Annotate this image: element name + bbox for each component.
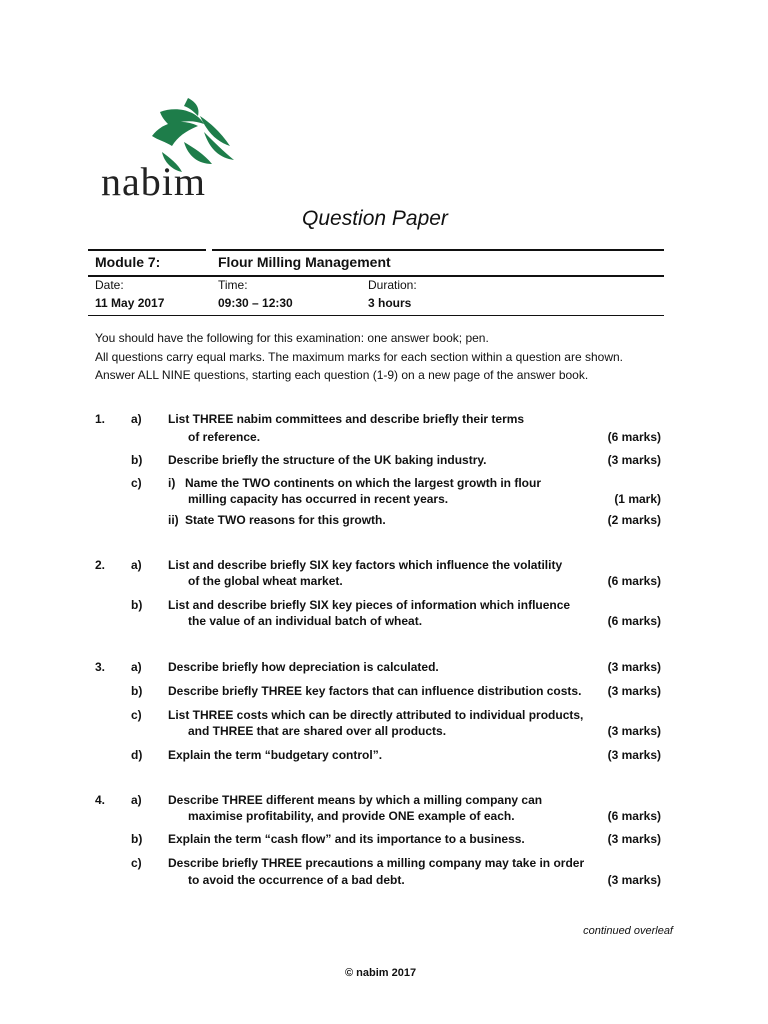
module-label: Module 7: (95, 254, 161, 270)
part-label: b) (131, 598, 143, 612)
part-text: List THREE nabim committees and describe briefly their terms (168, 412, 525, 426)
date-value: 11 May 2017 (95, 296, 165, 310)
part-text-cont: of reference. (188, 430, 261, 444)
instructions-line-2: All questions carry equal marks. The maximum marks for each section within a question are shown. (95, 350, 624, 364)
part-text-cont: and THREE that are shared over all products. (188, 724, 447, 738)
instructions-line-3: Answer ALL NINE questions, starting each question (1-9) on a new page of the answer book. (95, 368, 589, 382)
part-label: d) (131, 748, 143, 762)
copyright-footer: © nabim 2017 (345, 967, 417, 979)
duration-value: 3 hours (368, 296, 412, 310)
question-number: 3. (95, 660, 106, 674)
part-marks: (3 marks) (607, 660, 661, 674)
part-text: List and describe briefly SIX key pieces of information which influence (168, 598, 571, 612)
subpart-marks: (1 mark) (614, 492, 661, 506)
part-text: Describe briefly THREE key factors that can influence distribution costs. (168, 684, 582, 698)
subpart-text-cont: milling capacity has occurred in recent years. (188, 492, 449, 506)
subpart-label: ii) (168, 513, 179, 527)
part-text: Explain the term “cash flow” and its importance to a business. (168, 832, 525, 846)
part-label: b) (131, 453, 143, 467)
part-marks: (6 marks) (607, 574, 661, 588)
part-marks: (3 marks) (607, 748, 661, 762)
part-marks: (3 marks) (607, 873, 661, 887)
part-label: c) (131, 476, 142, 490)
time-label: Time: (218, 278, 248, 292)
part-marks: (3 marks) (607, 832, 661, 846)
part-text-cont: of the global wheat market. (188, 574, 343, 588)
question-number: 4. (95, 793, 106, 807)
part-marks: (6 marks) (607, 614, 661, 628)
header-rule-mid (88, 275, 664, 277)
part-label: b) (131, 684, 143, 698)
part-text-cont: the value of an individual batch of wheat. (188, 614, 423, 628)
part-label: c) (131, 856, 142, 870)
question-number: 2. (95, 558, 106, 572)
instructions-line-1: You should have the following for this examination: one answer book; pen. (95, 331, 489, 345)
part-label: a) (131, 558, 142, 572)
header-rule-left (88, 249, 206, 251)
part-label: a) (131, 660, 142, 674)
part-text: Describe briefly how depreciation is calculated. (168, 660, 439, 674)
part-text: List and describe briefly SIX key factors which influence the volatility (168, 558, 563, 572)
subpart-marks: (2 marks) (607, 513, 661, 527)
part-label: b) (131, 832, 143, 846)
part-text: Describe briefly THREE precautions a milling company may take in order (168, 856, 585, 870)
part-text: List THREE costs which can be directly attributed to individual products, (168, 708, 584, 722)
part-marks: (6 marks) (607, 430, 661, 444)
page-title: Question Paper (302, 207, 448, 230)
module-name: Flour Milling Management (218, 254, 391, 270)
header-rule-bottom (88, 315, 664, 316)
subpart-label: i) (168, 476, 176, 490)
header-rule-right (212, 249, 664, 251)
part-label: c) (131, 708, 142, 722)
duration-label: Duration: (368, 278, 417, 292)
part-text: Describe THREE different means by which a milling company can (168, 793, 543, 807)
question-number: 1. (95, 412, 106, 426)
part-marks: (3 marks) (607, 684, 661, 698)
part-text-cont: to avoid the occurrence of a bad debt. (188, 873, 405, 887)
subpart-text: State TWO reasons for this growth. (185, 513, 386, 527)
part-marks: (6 marks) (607, 809, 661, 823)
part-marks: (3 marks) (607, 724, 661, 738)
part-label: a) (131, 793, 142, 807)
part-text: Explain the term “budgetary control”. (168, 748, 383, 762)
part-text: Describe briefly the structure of the UK baking industry. (168, 453, 487, 467)
time-value: 09:30 – 12:30 (218, 296, 293, 310)
part-marks: (3 marks) (607, 453, 661, 467)
part-text-cont: maximise profitability, and provide ONE example of each. (188, 809, 515, 823)
part-label: a) (131, 412, 142, 426)
continued-overleaf: continued overleaf (583, 925, 673, 937)
subpart-text: Name the TWO continents on which the largest growth in flour (185, 476, 542, 490)
date-label: Date: (95, 278, 124, 292)
logo-wordmark: nabim (101, 159, 206, 204)
